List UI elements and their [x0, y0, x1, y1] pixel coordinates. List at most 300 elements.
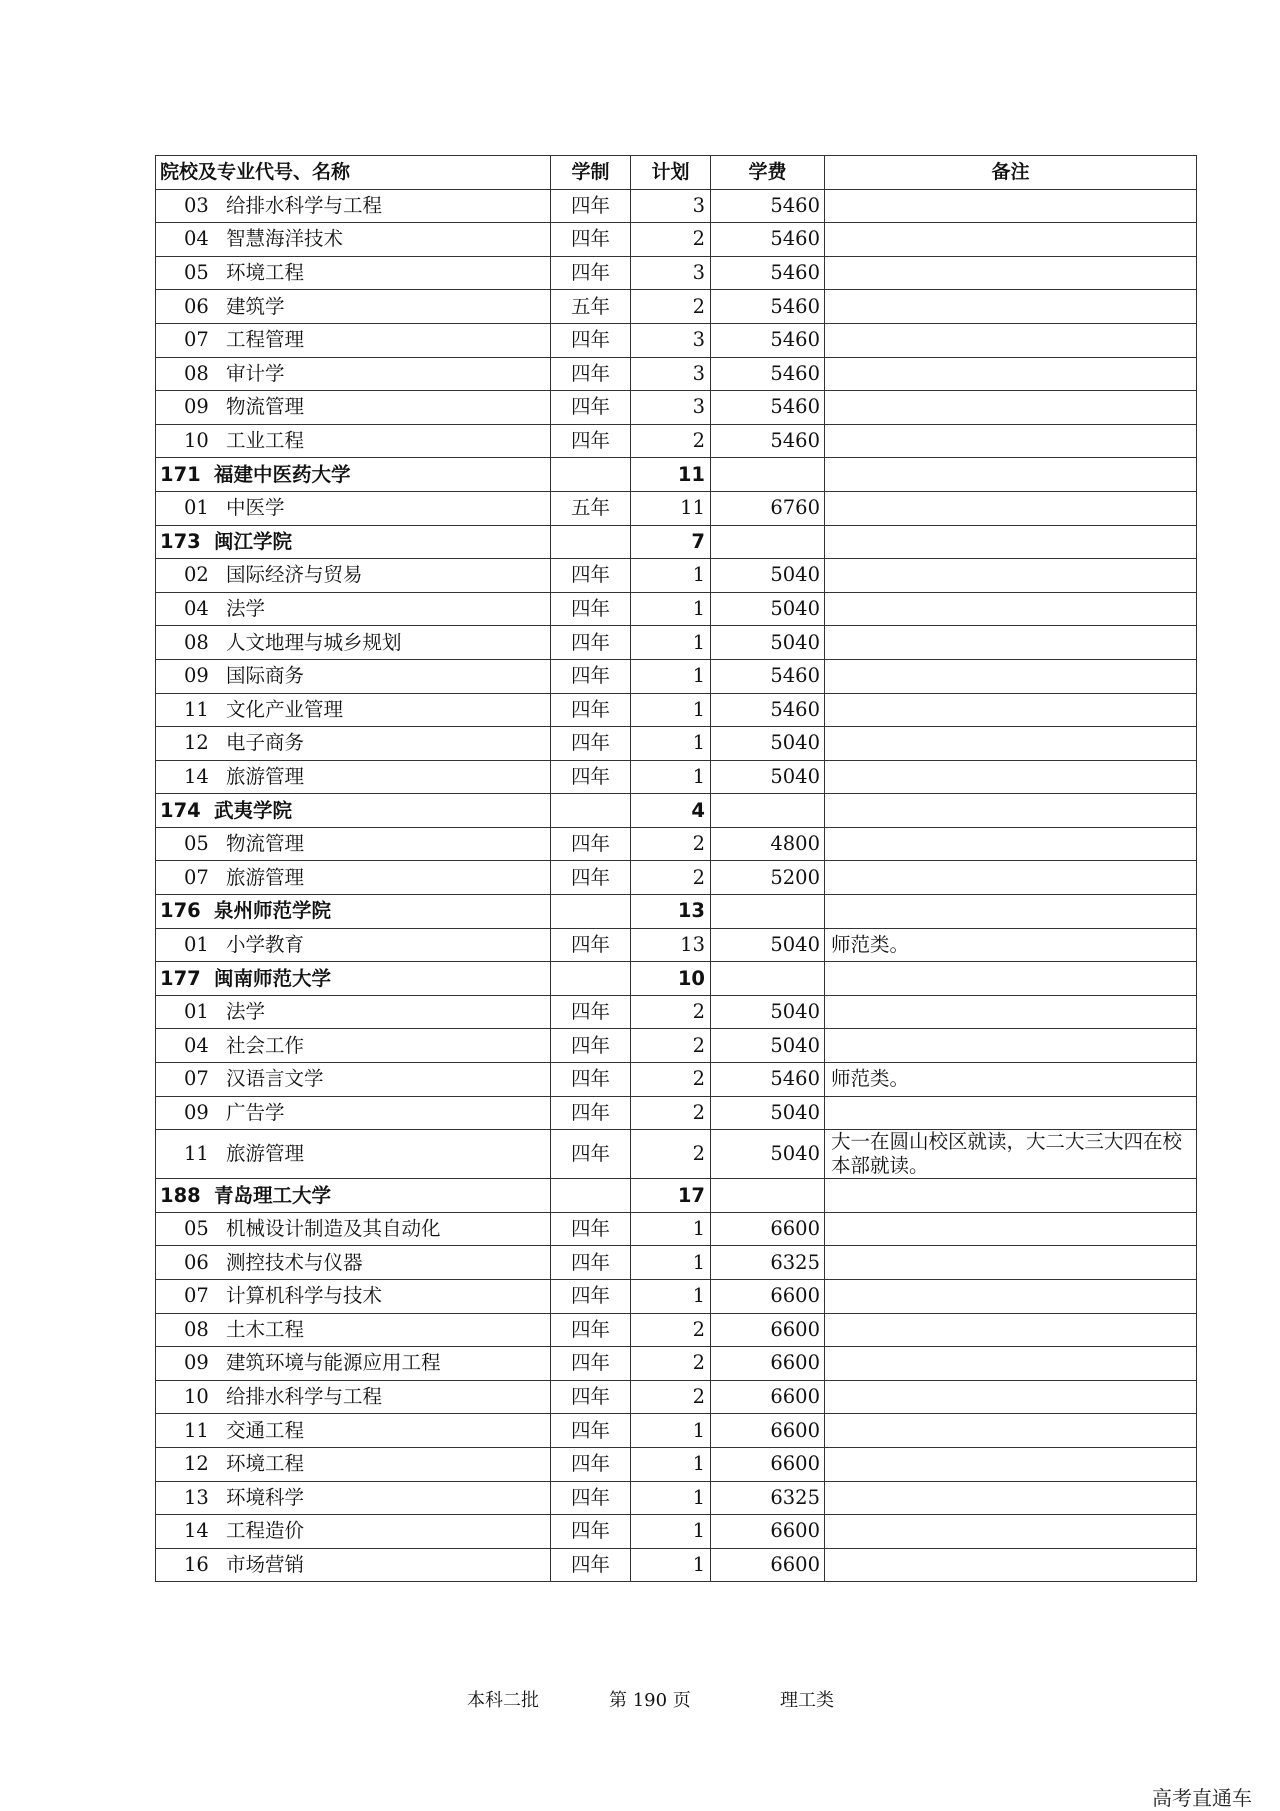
- table-row: [156, 928, 1197, 962]
- cell-name: [156, 693, 551, 727]
- cell-note: [825, 727, 1197, 761]
- cell-fee: 6325: [711, 1246, 825, 1280]
- cell-note: [825, 861, 1197, 895]
- cell-note: [825, 357, 1197, 391]
- cell-system: 四年: [551, 1380, 631, 1414]
- watermark-text: 高考直通车: [1152, 1786, 1252, 1810]
- major-name: 旅游管理: [226, 1142, 305, 1166]
- major-name: 计算机科学与技术: [226, 1284, 383, 1308]
- major-code: 07: [184, 1067, 209, 1091]
- cell-fee: 5460: [711, 357, 825, 391]
- cell-name: [156, 1212, 551, 1246]
- cell-plan: 1: [631, 626, 711, 660]
- school-name: 福建中医药大学: [214, 462, 351, 486]
- major-code: 09: [184, 664, 209, 688]
- school-name: 闽南师范大学: [214, 966, 332, 990]
- major-code: 09: [184, 395, 209, 419]
- major-code: 13: [184, 1485, 209, 1509]
- cell-system: 四年: [551, 1515, 631, 1549]
- table-body: [156, 189, 1197, 1582]
- cell-system: 五年: [551, 290, 631, 324]
- cell-fee: 4800: [711, 827, 825, 861]
- school-code: 177: [160, 966, 201, 990]
- cell-system: 四年: [551, 727, 631, 761]
- cell-note: [825, 995, 1197, 1029]
- table-row: [156, 223, 1197, 257]
- cell-note: [825, 592, 1197, 626]
- cell-fee: 5040: [711, 592, 825, 626]
- table-row: [156, 491, 1197, 525]
- major-code: 11: [184, 1142, 209, 1166]
- cell-name: [156, 1246, 551, 1280]
- major-name: 国际经济与贸易: [226, 563, 363, 587]
- cell-plan: 1: [631, 1515, 711, 1549]
- major-code: 08: [184, 1317, 209, 1341]
- cell-fee: 5460: [711, 693, 825, 727]
- cell-name: [156, 962, 551, 996]
- major-code: 05: [184, 261, 209, 285]
- cell-plan: 13: [631, 928, 711, 962]
- cell-name: [156, 424, 551, 458]
- major-code: 07: [184, 865, 209, 889]
- cell-note: [825, 323, 1197, 357]
- cell-name: [156, 1179, 551, 1213]
- school-code: 188: [160, 1183, 201, 1207]
- school-name: 武夷学院: [214, 798, 293, 822]
- cell-plan: 2: [631, 424, 711, 458]
- cell-plan: 2: [631, 223, 711, 257]
- cell-system: 四年: [551, 1414, 631, 1448]
- school-row: [156, 895, 1197, 929]
- cell-fee: 5040: [711, 760, 825, 794]
- cell-name: [156, 189, 551, 223]
- major-code: 14: [184, 1519, 209, 1543]
- cell-system: [551, 895, 631, 929]
- cell-system: 四年: [551, 323, 631, 357]
- major-code: 10: [184, 1385, 209, 1409]
- major-name: 物流管理: [226, 832, 305, 856]
- cell-system: 四年: [551, 1347, 631, 1381]
- major-code: 12: [184, 1452, 209, 1476]
- table-row: [156, 1380, 1197, 1414]
- cell-plan: 3: [631, 323, 711, 357]
- cell-fee: 6600: [711, 1548, 825, 1582]
- cell-note: [825, 491, 1197, 525]
- major-name: 文化产业管理: [226, 697, 344, 721]
- cell-system: 四年: [551, 223, 631, 257]
- cell-note: [825, 458, 1197, 492]
- major-name: 法学: [226, 597, 266, 621]
- school-name: 青岛理工大学: [214, 1183, 332, 1207]
- cell-plan: 17: [631, 1179, 711, 1213]
- cell-name: [156, 1347, 551, 1381]
- cell-system: 四年: [551, 626, 631, 660]
- header-name: 院校及专业代号、名称: [156, 156, 551, 190]
- school-code: 174: [160, 798, 201, 822]
- header-plan: 计划: [631, 156, 711, 190]
- major-code: 01: [184, 932, 209, 956]
- cell-name: [156, 1447, 551, 1481]
- major-name: 旅游管理: [226, 764, 305, 788]
- cell-system: 四年: [551, 559, 631, 593]
- cell-note: 师范类。: [825, 1063, 1197, 1097]
- cell-fee: 5200: [711, 861, 825, 895]
- cell-system: [551, 458, 631, 492]
- cell-fee: 5040: [711, 626, 825, 660]
- cell-name: [156, 256, 551, 290]
- major-code: 07: [184, 1284, 209, 1308]
- major-name: 环境工程: [226, 1452, 305, 1476]
- cell-plan: 1: [631, 1447, 711, 1481]
- table-row: [156, 1515, 1197, 1549]
- major-name: 土木工程: [226, 1317, 305, 1341]
- cell-note: [825, 391, 1197, 425]
- cell-note: [825, 1029, 1197, 1063]
- cell-fee: 5040: [711, 1096, 825, 1130]
- cell-name: [156, 895, 551, 929]
- cell-name: [156, 1515, 551, 1549]
- cell-note: [825, 1414, 1197, 1448]
- cell-fee: [711, 525, 825, 559]
- cell-note: 大一在圆山校区就读，大二大三大四在校本部就读。: [825, 1130, 1197, 1179]
- major-code: 01: [184, 1000, 209, 1024]
- school-row: [156, 458, 1197, 492]
- school-row: [156, 525, 1197, 559]
- cell-plan: 1: [631, 727, 711, 761]
- cell-plan: 2: [631, 861, 711, 895]
- cell-name: [156, 626, 551, 660]
- cell-name: [156, 559, 551, 593]
- cell-plan: 2: [631, 1063, 711, 1097]
- table-row: [156, 1548, 1197, 1582]
- cell-plan: 2: [631, 1029, 711, 1063]
- major-name: 国际商务: [226, 664, 305, 688]
- table-row: [156, 290, 1197, 324]
- table-row: [156, 592, 1197, 626]
- table-row: [156, 1280, 1197, 1314]
- cell-name: [156, 1313, 551, 1347]
- cell-note: [825, 1313, 1197, 1347]
- cell-plan: 2: [631, 1130, 711, 1179]
- school-row: [156, 962, 1197, 996]
- cell-plan: 4: [631, 794, 711, 828]
- cell-plan: 10: [631, 962, 711, 996]
- cell-system: 四年: [551, 1481, 631, 1515]
- cell-note: [825, 1447, 1197, 1481]
- table-row: [156, 391, 1197, 425]
- footer-batch: 本科二批: [467, 1690, 539, 1711]
- cell-name: [156, 290, 551, 324]
- major-code: 03: [184, 193, 209, 217]
- table-row: [156, 189, 1197, 223]
- cell-fee: [711, 962, 825, 996]
- major-name: 小学教育: [226, 932, 305, 956]
- major-code: 02: [184, 563, 209, 587]
- table-row: [156, 693, 1197, 727]
- table-row: [156, 1212, 1197, 1246]
- cell-fee: [711, 458, 825, 492]
- cell-note: [825, 223, 1197, 257]
- major-code: 08: [184, 630, 209, 654]
- major-name: 物流管理: [226, 395, 305, 419]
- cell-fee: [711, 895, 825, 929]
- cell-system: 四年: [551, 424, 631, 458]
- cell-name: [156, 1481, 551, 1515]
- cell-system: 四年: [551, 391, 631, 425]
- cell-system: [551, 1179, 631, 1213]
- table-row: [156, 1246, 1197, 1280]
- table-row: [156, 727, 1197, 761]
- cell-name: [156, 1130, 551, 1179]
- cell-fee: 5460: [711, 223, 825, 257]
- footer-category: 理工类: [780, 1690, 834, 1711]
- major-name: 社会工作: [226, 1033, 305, 1057]
- cell-fee: 5040: [711, 995, 825, 1029]
- cell-note: [825, 525, 1197, 559]
- cell-fee: 6600: [711, 1447, 825, 1481]
- cell-note: [825, 1212, 1197, 1246]
- major-name: 智慧海洋技术: [226, 227, 344, 251]
- major-name: 机械设计制造及其自动化: [226, 1217, 441, 1241]
- major-name: 电子商务: [226, 731, 305, 755]
- cell-fee: 6600: [711, 1280, 825, 1314]
- major-name: 测控技术与仪器: [226, 1250, 363, 1274]
- cell-system: 四年: [551, 928, 631, 962]
- cell-system: 五年: [551, 491, 631, 525]
- major-name: 法学: [226, 1000, 266, 1024]
- admission-plan-table: [155, 155, 1197, 1582]
- cell-note: [825, 1380, 1197, 1414]
- cell-system: 四年: [551, 189, 631, 223]
- major-name: 工业工程: [226, 429, 305, 453]
- cell-plan: 13: [631, 895, 711, 929]
- cell-plan: 1: [631, 1212, 711, 1246]
- cell-system: 四年: [551, 760, 631, 794]
- cell-plan: 1: [631, 1548, 711, 1582]
- cell-fee: [711, 794, 825, 828]
- major-code: 08: [184, 361, 209, 385]
- cell-name: [156, 827, 551, 861]
- major-code: 07: [184, 328, 209, 352]
- cell-plan: 1: [631, 559, 711, 593]
- cell-note: [825, 626, 1197, 660]
- major-code: 04: [184, 1033, 209, 1057]
- cell-system: 四年: [551, 861, 631, 895]
- cell-name: [156, 357, 551, 391]
- cell-name: [156, 1063, 551, 1097]
- table-row: [156, 1096, 1197, 1130]
- major-code: 16: [184, 1553, 209, 1577]
- cell-system: 四年: [551, 1246, 631, 1280]
- major-name: 工程造价: [226, 1519, 305, 1543]
- cell-fee: 5040: [711, 559, 825, 593]
- cell-fee: 5040: [711, 1130, 825, 1179]
- cell-note: 师范类。: [825, 928, 1197, 962]
- cell-name: [156, 458, 551, 492]
- cell-note: [825, 1548, 1197, 1582]
- cell-name: [156, 1029, 551, 1063]
- cell-system: 四年: [551, 1063, 631, 1097]
- cell-name: [156, 794, 551, 828]
- cell-note: [825, 1096, 1197, 1130]
- cell-plan: 3: [631, 189, 711, 223]
- cell-system: 四年: [551, 1313, 631, 1347]
- cell-note: [825, 1347, 1197, 1381]
- cell-note: [825, 895, 1197, 929]
- major-code: 12: [184, 731, 209, 755]
- table-row: [156, 995, 1197, 1029]
- major-name: 环境工程: [226, 261, 305, 285]
- major-code: 06: [184, 1250, 209, 1274]
- cell-plan: 2: [631, 827, 711, 861]
- major-code: 04: [184, 597, 209, 621]
- cell-fee: 6600: [711, 1380, 825, 1414]
- cell-fee: 6600: [711, 1347, 825, 1381]
- cell-plan: 11: [631, 458, 711, 492]
- major-name: 工程管理: [226, 328, 305, 352]
- cell-plan: 1: [631, 760, 711, 794]
- cell-system: 四年: [551, 357, 631, 391]
- major-name: 汉语言文学: [226, 1067, 324, 1091]
- cell-name: [156, 491, 551, 525]
- major-code: 11: [184, 1418, 209, 1442]
- school-row: [156, 794, 1197, 828]
- cell-fee: 6600: [711, 1414, 825, 1448]
- cell-name: [156, 995, 551, 1029]
- cell-plan: 11: [631, 491, 711, 525]
- cell-fee: 5040: [711, 1029, 825, 1063]
- major-code: 04: [184, 227, 209, 251]
- page-footer: [0, 1686, 1280, 1716]
- school-row: [156, 1179, 1197, 1213]
- table-row: [156, 323, 1197, 357]
- cell-fee: 5460: [711, 290, 825, 324]
- cell-system: 四年: [551, 1096, 631, 1130]
- cell-name: [156, 1280, 551, 1314]
- cell-plan: 2: [631, 995, 711, 1029]
- cell-fee: 5460: [711, 424, 825, 458]
- major-name: 环境科学: [226, 1485, 305, 1509]
- cell-name: [156, 659, 551, 693]
- cell-note: [825, 693, 1197, 727]
- cell-name: [156, 1414, 551, 1448]
- cell-plan: 2: [631, 1096, 711, 1130]
- major-code: 01: [184, 496, 209, 520]
- major-code: 05: [184, 1217, 209, 1241]
- header-note: 备注: [825, 156, 1197, 190]
- cell-fee: 5460: [711, 659, 825, 693]
- cell-note: [825, 1246, 1197, 1280]
- header-fee: 学费: [711, 156, 825, 190]
- footer-page-number: 第 190 页: [609, 1690, 691, 1711]
- major-name: 给排水科学与工程: [226, 1385, 383, 1409]
- major-name: 交通工程: [226, 1418, 305, 1442]
- cell-system: 四年: [551, 693, 631, 727]
- header-system: 学制: [551, 156, 631, 190]
- school-name: 闽江学院: [214, 529, 293, 553]
- cell-name: [156, 1548, 551, 1582]
- cell-system: 四年: [551, 827, 631, 861]
- cell-plan: 2: [631, 1380, 711, 1414]
- cell-system: 四年: [551, 592, 631, 626]
- school-code: 176: [160, 899, 201, 923]
- school-code: 173: [160, 529, 201, 553]
- cell-name: [156, 391, 551, 425]
- cell-fee: [711, 1179, 825, 1213]
- cell-note: [825, 659, 1197, 693]
- table-row: [156, 1481, 1197, 1515]
- major-name: 中医学: [226, 496, 285, 520]
- major-code: 14: [184, 764, 209, 788]
- cell-plan: 3: [631, 391, 711, 425]
- major-code: 09: [184, 1351, 209, 1375]
- cell-note: [825, 1481, 1197, 1515]
- cell-plan: 2: [631, 1313, 711, 1347]
- cell-note: [825, 760, 1197, 794]
- table-row: [156, 827, 1197, 861]
- cell-name: [156, 592, 551, 626]
- cell-system: 四年: [551, 1029, 631, 1063]
- major-name: 广告学: [226, 1100, 285, 1124]
- school-code: 171: [160, 462, 201, 486]
- cell-note: [825, 256, 1197, 290]
- cell-plan: 1: [631, 1280, 711, 1314]
- cell-note: [825, 189, 1197, 223]
- cell-system: 四年: [551, 659, 631, 693]
- cell-fee: 6600: [711, 1515, 825, 1549]
- cell-fee: 6760: [711, 491, 825, 525]
- cell-plan: 2: [631, 1347, 711, 1381]
- table-row: [156, 1029, 1197, 1063]
- cell-plan: 3: [631, 357, 711, 391]
- cell-system: [551, 962, 631, 996]
- cell-fee: 6325: [711, 1481, 825, 1515]
- major-name: 审计学: [226, 361, 285, 385]
- cell-plan: 1: [631, 1414, 711, 1448]
- cell-fee: 6600: [711, 1313, 825, 1347]
- cell-system: 四年: [551, 1548, 631, 1582]
- cell-name: [156, 323, 551, 357]
- major-name: 建筑环境与能源应用工程: [226, 1351, 441, 1375]
- table-row: [156, 559, 1197, 593]
- cell-fee: 5040: [711, 928, 825, 962]
- table-row: [156, 659, 1197, 693]
- cell-note: [825, 962, 1197, 996]
- cell-system: 四年: [551, 1212, 631, 1246]
- cell-name: [156, 1380, 551, 1414]
- table-row: [156, 861, 1197, 895]
- cell-note: [825, 794, 1197, 828]
- cell-note: [825, 1280, 1197, 1314]
- cell-name: [156, 223, 551, 257]
- major-name: 给排水科学与工程: [226, 193, 383, 217]
- table-header-row: [156, 156, 1197, 190]
- major-code: 10: [184, 429, 209, 453]
- cell-note: [825, 559, 1197, 593]
- cell-system: [551, 794, 631, 828]
- table-row: [156, 1063, 1197, 1097]
- table-row: [156, 256, 1197, 290]
- cell-plan: 1: [631, 693, 711, 727]
- cell-note: [825, 827, 1197, 861]
- cell-fee: 5460: [711, 391, 825, 425]
- cell-fee: 5460: [711, 256, 825, 290]
- cell-note: [825, 290, 1197, 324]
- school-name: 泉州师范学院: [214, 899, 332, 923]
- cell-system: 四年: [551, 995, 631, 1029]
- cell-plan: 1: [631, 592, 711, 626]
- cell-name: [156, 525, 551, 559]
